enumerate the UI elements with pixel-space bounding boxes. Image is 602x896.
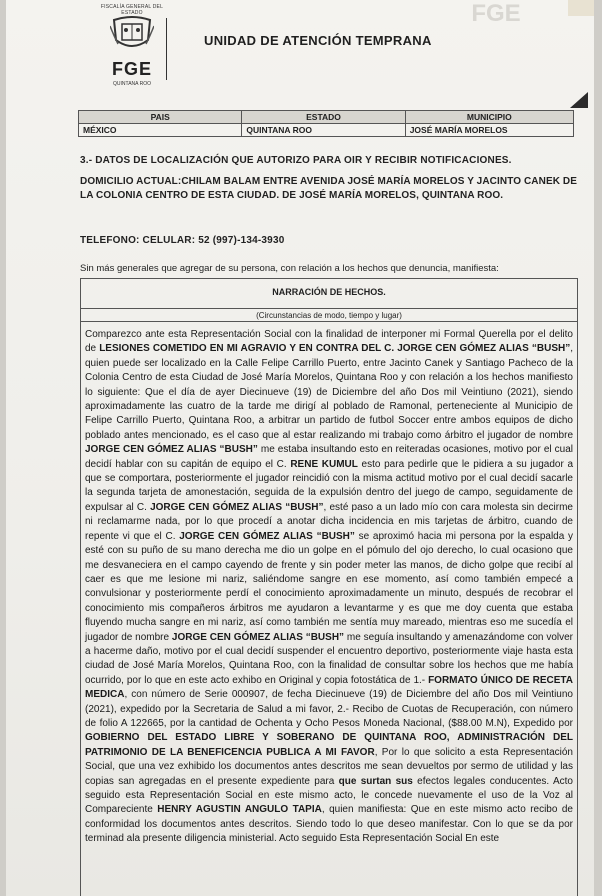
address-text: DOMICILIO ACTUAL:CHILAM BALAM ENTRE AVENIDA JOSÉ MARÍA MORELOS Y JACINTO CANEK DE LA COLONIA CENTRO DE ESTA CIUDAD. DE JOSÉ MARÍA MORELOS, QUINTANA ROO. (80, 176, 578, 201)
narration-text: , quien manifiesta: Que en este mismo acto recibo de conformidad los documentos antes descritos. Siendo todo lo que deseo manifestar. Con lo que se da por terminad ala presente diligencia ministerial. Acto seguido Esta Representación Social En este (85, 804, 573, 845)
value-pais: MÉXICO (79, 124, 242, 137)
header-estado: ESTADO (242, 111, 405, 124)
narration-text: me seguía insultando y amenazándome con volver a hacerme daño, motivo por el cual decidí suspender el encuentro deportivo, posteriormente viaje hasta esta ciudad de José María Morelos, Quintana Roo, con la finalidad de consultar sobre los hechos que me había ocurrido, por lo que en este acto exhibo en Original y copia fotostática de 1.- (85, 631, 573, 686)
narration-text: esto para pedirle que le pidiera a su jugador a que se comportara, posteriormente el jugador reincidió con la misma actitud motivo por el cual decidí sacarle la segunda tarjeta de amonestación, seguida de la expulsión dentro del juego de campo, seguidamente de expulsar al C. (85, 458, 574, 513)
unit-title: UNIDAD DE ATENCIÓN TEMPRANA (204, 33, 432, 48)
logo-bottom-text: QUINTANA ROO (113, 81, 151, 87)
narration-text: se aproximó hacia mi persona por la espalda y esté con su puño de su mano derecha me dio un golpe en el pómulo del ojo derecho, lo cual ocasiono que me desvaneciera en el campo cayendo de frente y sin poder meter las manos, de dicho golpe que recibí al caer es que me lesione mi nariz, saliéndome sangre en ese momento, así como también empecé a convulsionar y posteriormente perdí el conocimiento aproximadamente un minuto, después de recobrar el conocimiento mis compañeros árbitros me ayudaron a levantarme y es que me doy cuenta que estaba fluyendo mucha sangre en mi nariz, así como también me sentía muy mareado, mientras eso me sucedía el jugador de nombre (85, 530, 574, 643)
location-table (78, 110, 574, 137)
phone-text: TELEFONO: CELULAR: 52 (997)-134-3930 (80, 235, 285, 246)
narration-text: efectos legales conducentes. Acto seguido esta Representación Social en este mismo acto, le concede nuevamente el uso de la Voz al Compareciente (85, 775, 573, 816)
location-table-header (79, 111, 574, 124)
logo-text: FGE (111, 59, 152, 79)
location-table-row (79, 124, 574, 137)
narration-text: Comparezco ante esta Representación Social con la finalidad de interponer mi Formal Querella por el delito de (85, 329, 573, 355)
narration-title: NARRACIÓN DE HECHOS. (81, 279, 577, 309)
narration-text-bold: JORGE CEN GÓMEZ ALIAS “BUSH” (150, 501, 324, 513)
header-municipio: MUNICIPIO (405, 111, 573, 124)
logo-top-text: FISCALÍA GENERAL DEL ESTADO (100, 4, 164, 16)
narration-text-bold: JORGE CEN GÓMEZ ALIAS “BUSH” (85, 444, 258, 456)
narration-text: , Por lo que solicito a esta Representación Social, que una vez exhibido los documentos antes descritos me sean devueltos por sermo de utilidad y las copias san agregadas en el presente expediente para (85, 746, 573, 787)
narration-text-bold: JORGE CEN GÓMEZ ALIAS “BUSH” (179, 530, 355, 542)
paper-tab (568, 0, 594, 16)
narration-text: , con número de Serie 000907, de fecha Diecinueve (19) de Diciembre del año Dos mil Veintiuno (2021), expedido por la Secretaria de Salud a mi favor, 2.- Recibo de Cuotas de Recuperación, con número de folio A 122665, por la cantidad de Ochenta y Ocho Pesos Moneda Nacional, ($88.00 M.N), Expedido por (85, 689, 573, 729)
narration-box (80, 278, 578, 896)
intro-text: Sin más generales que agregar de su persona, con relación a los hechos que denuncia, manifiesta: (80, 263, 499, 274)
paper-corner (570, 92, 588, 108)
narration-text-bold: JORGE CEN GÓMEZ ALIAS “BUSH” (171, 631, 345, 643)
narration-text-bold: GOBIERNO DEL ESTADO LIBRE Y SOBERANO DE QUINTANA ROO, ADMINISTRACIÓN DEL PATRIMONIO DE LA BENEFICENCIA PUBLICA A MI FAVOR (85, 732, 573, 758)
narration-subtitle: (Circunstancias de modo, tiempo y lugar) (81, 309, 577, 322)
narration-text-bold: que surtan sus (338, 775, 413, 787)
value-estado: QUINTANA ROO (242, 124, 405, 137)
narration-text: , quien puede ser localizado en la Calle Felipe Carrillo Puerto, entre Jacinto Canek y Santiago Pacheco de la Colonia Centro de esta Ciudad de José María Morelos, Quintana Roo y con relación a los hechos manifiesto lo siguiente: Que el día de ayer Diecinueve (19) de Diciembre del año Dos mil Veintiuno (2021), siendo aproximadamente las cuatro de la tarde me dirigí al poblado de Ramonal, perteneciente al Municipio de Felipe Carrillo Puerto, Quintana Roo, a arbitrar un partido de futbol Soccer entre ambos equipos de dicho poblado antes mencionado, es el caso que al estar realizando mi trabajo como árbitro el jugador de nombre (85, 343, 573, 441)
narration-text: me estaba insultando esto en reiteradas ocasiones, motivo por el cual decidí hablar con su capitán de equipo el C. (85, 444, 573, 470)
document-page (6, 0, 594, 896)
narration-text-bold: LESIONES COMETIDO EN MI AGRAVIO Y EN CONTRA DEL C. JORGE CEN GÓMEZ ALIAS “BUSH” (99, 343, 571, 355)
header-pais: PAIS (79, 111, 242, 124)
coat-of-arms-icon (110, 16, 154, 52)
narration-text-bold: RENE KUMUL (290, 458, 358, 470)
narration-text-bold: HENRY AGUSTIN ANGULO TAPIA (157, 804, 322, 816)
narration-text: , esté paso a un lado mío con cara molesta sin decirme ni reclamarme nada, por lo que procedí a anotar dicha incidencia en mis tarjetas de árbitro, cuando de repente vi que el C. (85, 501, 573, 542)
header-divider (166, 18, 167, 80)
fge-logo (90, 4, 174, 100)
narration-body (81, 322, 577, 847)
section-heading: 3.- DATOS DE LOCALIZACIÓN QUE AUTORIZO PARA OIR Y RECIBIR NOTIFICACIONES. (80, 155, 512, 166)
narration-text-bold: FORMATO ÚNICO DE RECETA MEDICA (85, 674, 573, 701)
watermark-logo: FGE (471, 0, 521, 27)
value-municipio: JOSÉ MARÍA MORELOS (405, 124, 573, 137)
